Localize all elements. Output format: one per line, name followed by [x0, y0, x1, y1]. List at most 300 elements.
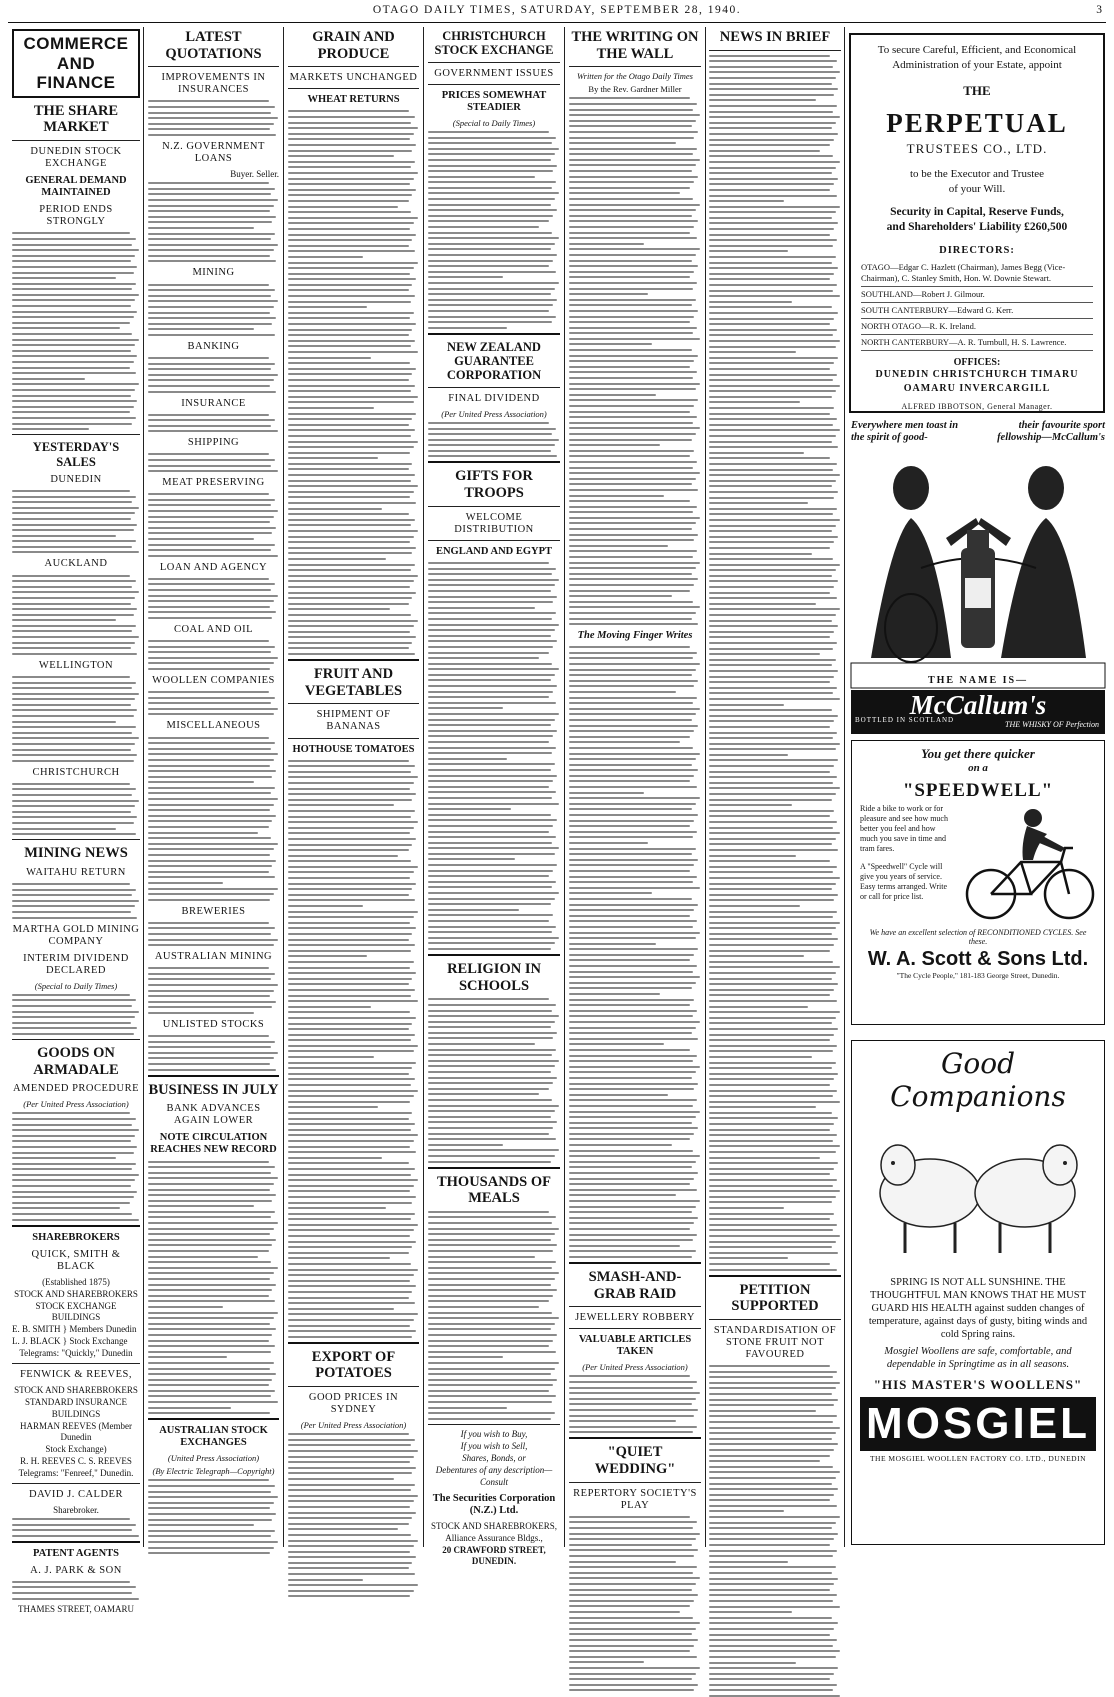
text-line — [709, 1095, 833, 1097]
text-line — [709, 1466, 833, 1468]
article-body — [569, 1516, 701, 1691]
text-line — [148, 1012, 254, 1014]
text-line — [709, 1393, 832, 1395]
text-line — [428, 814, 551, 816]
text-line — [288, 877, 410, 879]
text-line — [148, 1395, 271, 1397]
advert-line: Everywhere men toast in the spirit of good- — [851, 420, 959, 443]
text-line — [569, 881, 693, 883]
text-line — [288, 357, 371, 359]
text-line — [709, 687, 837, 689]
text-line — [569, 920, 697, 922]
text-line — [12, 1146, 137, 1148]
article-body — [709, 55, 841, 1271]
text-line — [428, 260, 553, 262]
text-line — [428, 198, 555, 200]
masthead-rule — [8, 22, 1106, 23]
text-line — [288, 1495, 418, 1497]
advert-line: THE NAME IS— — [927, 675, 1029, 686]
text-line — [709, 1561, 788, 1563]
text-line — [569, 792, 644, 794]
text-line — [288, 491, 414, 493]
text-line — [569, 276, 690, 278]
text-line — [569, 422, 693, 424]
text-line — [709, 597, 837, 599]
text-line — [569, 943, 656, 945]
text-line — [428, 629, 555, 631]
table-columns: Buyer. Seller. — [230, 169, 279, 180]
text-line — [709, 698, 840, 700]
headline: CHRISTCHURCH STOCK EXCHANGE — [434, 29, 554, 58]
text-line — [709, 1000, 837, 1002]
text-line — [12, 721, 116, 723]
text-line — [428, 148, 559, 150]
text-line — [709, 670, 838, 672]
text-line — [148, 1250, 269, 1252]
text-line — [709, 122, 836, 124]
text-line — [569, 506, 697, 508]
text-line — [12, 232, 130, 234]
text-line — [569, 1538, 696, 1540]
text-line — [709, 189, 830, 191]
text-line — [569, 1088, 694, 1090]
divider — [148, 1075, 279, 1077]
text-line — [709, 116, 840, 118]
text-line — [569, 343, 652, 345]
text-line — [288, 457, 378, 459]
text-line — [148, 205, 274, 207]
article-body — [12, 1112, 140, 1220]
text-line — [709, 1179, 837, 1181]
text-line — [428, 131, 549, 133]
text-line — [288, 178, 414, 180]
text-line — [288, 983, 409, 985]
subheadline: IMPROVEMENTS IN INSURANCES — [161, 72, 266, 96]
text-line — [709, 351, 796, 353]
divider — [428, 1167, 560, 1169]
text-line — [12, 999, 136, 1001]
text-line — [148, 1194, 276, 1196]
text-line — [288, 1034, 415, 1036]
text-line — [288, 312, 414, 314]
text-line — [569, 853, 692, 855]
text-line — [428, 562, 549, 564]
text-line — [569, 578, 698, 580]
divider — [288, 738, 419, 739]
text-line — [428, 192, 559, 194]
text-line — [428, 288, 555, 290]
text-line — [288, 603, 409, 605]
text-line — [569, 1594, 698, 1596]
advert-body — [12, 1581, 140, 1600]
text-line — [428, 853, 555, 855]
text-line — [709, 127, 832, 129]
text-line — [288, 1274, 414, 1276]
text-line — [12, 614, 134, 616]
text-line — [709, 83, 832, 85]
text-line — [709, 278, 830, 280]
text-line — [569, 495, 664, 497]
text-line — [428, 1026, 551, 1028]
text-line — [709, 183, 834, 185]
text-line — [12, 1016, 135, 1018]
text-line — [709, 944, 834, 946]
text-line — [12, 1219, 139, 1221]
text-line — [428, 646, 553, 648]
text-line — [288, 1078, 415, 1080]
text-line — [428, 724, 551, 726]
text-line — [428, 1071, 551, 1073]
text-line — [709, 541, 834, 543]
text-line — [428, 1368, 555, 1370]
text-line — [288, 256, 363, 258]
text-line — [709, 346, 836, 348]
section-banner — [12, 29, 140, 98]
text-line — [12, 350, 131, 352]
text-line — [709, 385, 840, 387]
text-line — [12, 749, 131, 751]
text-line — [428, 1395, 556, 1397]
text-line — [428, 1065, 555, 1067]
mccallums-brand-band — [851, 675, 1105, 734]
text-line — [288, 390, 411, 392]
table-heading: COAL AND OIL — [173, 624, 254, 635]
text-line — [569, 909, 694, 911]
quotation-table — [148, 1035, 279, 1071]
subheadline: GOOD PRICES IN SYDNEY — [308, 1392, 399, 1416]
column-quotations — [148, 27, 279, 1547]
text-line — [569, 741, 680, 743]
text-line — [569, 1027, 696, 1029]
text-line — [709, 1157, 820, 1159]
advert-line: "The Cycle People," 181-183 George Street, Dunedin. — [896, 971, 1060, 980]
text-line — [288, 441, 418, 443]
text-line — [148, 493, 269, 495]
text-line — [709, 424, 833, 426]
text-line — [709, 849, 838, 851]
text-line — [428, 931, 552, 933]
text-line — [428, 707, 503, 709]
advert-line: Administration of your Estate, appoint — [892, 59, 1062, 71]
text-line — [12, 1202, 130, 1204]
text-line — [428, 663, 552, 665]
subheadline: NOTE CIRCULATION REACHES NEW RECORD — [150, 1132, 277, 1156]
text-line — [428, 1149, 559, 1151]
text-line — [709, 1207, 784, 1209]
text-line — [148, 860, 276, 862]
text-line — [569, 1656, 697, 1658]
text-line — [709, 972, 836, 974]
article-body — [148, 1479, 279, 1554]
text-line — [709, 553, 812, 555]
text-line — [569, 657, 693, 659]
text-line — [569, 1049, 690, 1051]
text-line — [12, 395, 131, 397]
text-line — [288, 1229, 414, 1231]
text-line — [569, 1211, 692, 1213]
text-line — [148, 646, 275, 648]
text-line — [428, 1278, 555, 1280]
text-line — [569, 623, 698, 625]
text-line — [148, 1052, 278, 1054]
text-line — [288, 138, 410, 140]
text-line — [709, 1062, 836, 1064]
text-line — [569, 1071, 696, 1073]
text-line — [428, 937, 559, 939]
article-body — [569, 97, 701, 625]
text-line — [288, 295, 415, 297]
advert-line: If you wish to Sell, — [460, 1440, 528, 1451]
text-line — [569, 1178, 694, 1180]
text-line — [569, 198, 693, 200]
text-line — [148, 748, 271, 750]
text-line — [569, 976, 700, 978]
text-line — [709, 1415, 837, 1417]
text-line — [569, 377, 693, 379]
text-line — [148, 1541, 278, 1543]
text-line — [709, 111, 833, 113]
text-line — [709, 1039, 830, 1041]
text-line — [709, 1589, 830, 1591]
text-line — [569, 1200, 700, 1202]
text-line — [148, 100, 269, 102]
text-line — [288, 194, 412, 196]
text-line — [428, 920, 549, 922]
text-line — [569, 321, 690, 323]
text-line — [428, 450, 551, 452]
text-line — [148, 776, 272, 778]
byline: (Per United Press Association) — [23, 1099, 129, 1110]
text-line — [288, 1039, 411, 1041]
advert-line: to be the Executor and Trustee — [909, 168, 1045, 180]
text-line — [12, 911, 131, 913]
advert-line: THE — [963, 83, 991, 98]
text-line — [148, 1300, 275, 1302]
text-line — [12, 372, 136, 374]
text-line — [709, 211, 836, 213]
text-line — [148, 973, 275, 975]
text-line — [569, 1077, 692, 1079]
column-divider — [143, 27, 144, 1547]
text-line — [709, 1611, 792, 1613]
text-line — [428, 803, 559, 805]
text-line — [569, 864, 694, 866]
divider — [569, 1262, 701, 1264]
text-line — [288, 1196, 416, 1198]
text-line — [12, 507, 139, 509]
text-line — [148, 510, 278, 512]
text-line — [709, 592, 830, 594]
table-heading: UNLISTED STOCKS — [162, 1019, 265, 1030]
text-line — [709, 899, 834, 901]
text-line — [709, 463, 837, 465]
text-line — [569, 1094, 668, 1096]
text-line — [148, 538, 254, 540]
text-line — [288, 647, 409, 649]
column-christchurch — [428, 27, 560, 1566]
table-heading: MINING — [192, 267, 235, 279]
text-line — [709, 133, 838, 135]
text-line — [288, 810, 415, 812]
text-line — [709, 1662, 796, 1664]
text-line — [428, 265, 549, 267]
text-line — [12, 900, 139, 902]
text-line — [428, 719, 555, 721]
text-line — [428, 271, 556, 273]
advert-line: DIRECTORS: — [939, 245, 1015, 256]
text-line — [428, 1004, 556, 1006]
text-line — [288, 329, 412, 331]
text-line — [569, 1527, 693, 1529]
text-line — [709, 625, 838, 627]
text-line — [428, 433, 552, 435]
text-line — [288, 485, 418, 487]
text-line — [12, 1179, 135, 1181]
text-line — [288, 547, 416, 549]
text-line — [569, 1409, 698, 1411]
text-line — [569, 220, 698, 222]
text-line — [148, 1340, 269, 1342]
divider — [428, 84, 560, 85]
text-line — [709, 883, 836, 885]
text-line — [288, 1224, 418, 1226]
text-line — [569, 691, 676, 693]
advert-line: HARMAN REEVES (Member Dunedin — [20, 1420, 132, 1442]
text-line — [709, 1650, 840, 1652]
subheadline: BANK ADVANCES AGAIN LOWER — [166, 1103, 261, 1127]
text-line — [428, 327, 507, 329]
headline: NEW ZEALAND GUARANTEE CORPORATION — [446, 339, 542, 383]
headline: MINING NEWS — [24, 845, 128, 862]
text-line — [709, 1263, 830, 1265]
text-line — [709, 396, 832, 398]
text-line — [12, 794, 132, 796]
text-line — [428, 836, 556, 838]
text-line — [709, 927, 836, 929]
text-line — [288, 631, 410, 633]
text-line — [428, 942, 555, 944]
advert-line: Debentures of any description— — [435, 1464, 553, 1475]
divider — [709, 50, 841, 51]
text-line — [12, 411, 130, 413]
text-line — [709, 787, 840, 789]
text-line — [428, 624, 559, 626]
text-line — [709, 480, 836, 482]
text-line — [428, 1267, 552, 1269]
text-line — [709, 155, 833, 157]
text-line — [569, 416, 697, 418]
text-line — [148, 899, 270, 901]
text-line — [148, 990, 274, 992]
subheadline: The Moving Finger Writes — [577, 630, 693, 642]
divider — [428, 333, 560, 335]
divider — [428, 461, 560, 463]
article-body — [148, 100, 279, 136]
text-line — [569, 999, 694, 1001]
text-line — [288, 1263, 411, 1265]
text-line — [428, 142, 552, 144]
text-line — [12, 316, 134, 318]
text-line — [288, 1325, 410, 1327]
text-line — [569, 1060, 693, 1062]
text-line — [148, 1001, 276, 1003]
text-line — [288, 586, 410, 588]
text-line — [569, 1566, 697, 1568]
advert-brand: MOSGIEL — [860, 1397, 1096, 1451]
text-line — [709, 77, 836, 79]
text-line — [709, 374, 837, 376]
text-line — [569, 904, 698, 906]
subheadline: STANDARDISATION OF STONE FRUIT NOT FAVOURED — [713, 1324, 837, 1360]
text-line — [12, 828, 116, 830]
text-line — [148, 425, 271, 427]
text-line — [288, 245, 409, 247]
text-line — [709, 1151, 836, 1153]
text-line — [569, 1256, 692, 1258]
text-line — [709, 519, 840, 521]
text-line — [288, 827, 414, 829]
advert-line: Telegrams: "Quickly," Dunedin — [19, 1347, 133, 1358]
text-line — [709, 1572, 832, 1574]
column-divider — [844, 27, 845, 1547]
text-line — [709, 888, 832, 890]
text-line — [288, 362, 410, 364]
text-line — [709, 1427, 840, 1429]
advert-brand: "SPEEDWELL" — [902, 780, 1054, 801]
article-body — [428, 1211, 560, 1420]
text-line — [709, 530, 832, 532]
text-line — [148, 1035, 269, 1037]
divider — [288, 1386, 419, 1387]
text-line — [709, 1028, 838, 1030]
advert-line: THE MOSGIEL WOOLLEN FACTORY CO. LTD., DUNEDIN — [869, 1454, 1087, 1463]
text-line — [569, 142, 676, 144]
text-line — [288, 228, 410, 230]
text-line — [428, 1345, 549, 1347]
text-line — [12, 322, 130, 324]
text-line — [709, 94, 834, 96]
text-line — [148, 1317, 274, 1319]
divider — [428, 506, 560, 507]
text-line — [569, 1431, 693, 1433]
text-line — [12, 894, 132, 896]
text-line — [288, 569, 411, 571]
text-line — [288, 116, 415, 118]
text-line — [569, 1420, 676, 1422]
text-line — [709, 1667, 838, 1669]
text-line — [709, 1173, 830, 1175]
text-line — [148, 532, 272, 534]
text-line — [569, 1533, 700, 1535]
headline: PETITION SUPPORTED — [731, 1281, 819, 1315]
text-line — [148, 1401, 278, 1403]
text-line — [569, 383, 700, 385]
text-line — [288, 508, 382, 510]
text-line — [569, 786, 697, 788]
text-line — [148, 210, 270, 212]
text-line — [709, 1196, 836, 1198]
text-line — [428, 1138, 556, 1140]
text-line — [288, 340, 415, 342]
text-line — [569, 1650, 690, 1652]
text-line — [148, 843, 278, 845]
text-line — [148, 702, 271, 704]
text-line — [148, 713, 274, 715]
text-line — [12, 260, 131, 262]
text-line — [12, 704, 131, 706]
text-line — [288, 278, 416, 280]
text-line — [148, 188, 275, 190]
